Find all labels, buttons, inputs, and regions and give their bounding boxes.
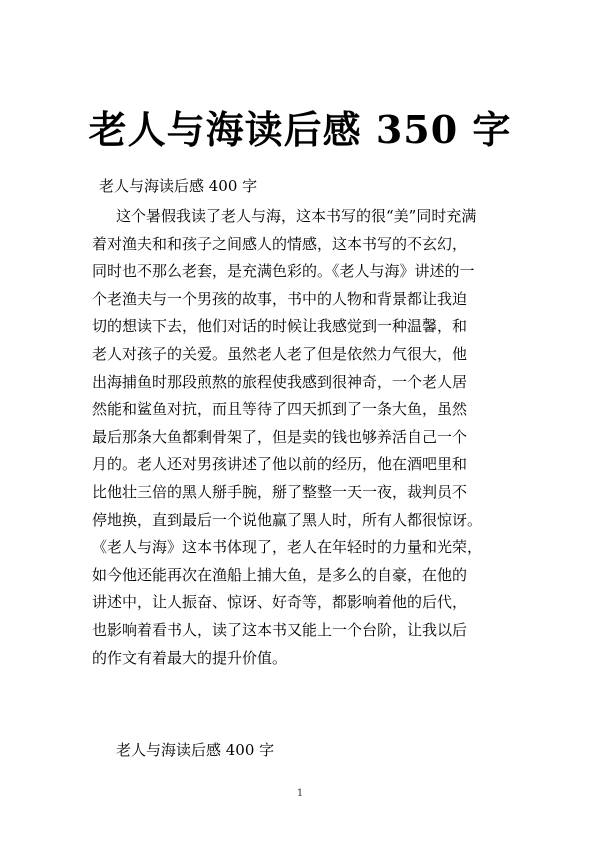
paragraph-line: 出海捕鱼时那段煎熬的旅程使我感到很神奇，一个老人居 — [92, 372, 468, 391]
page-title: 老人与海读后感 350 字 — [88, 107, 512, 152]
paragraph-line: 这个暑假我读了老人与海，这本书写的很“美”同时充满 — [116, 207, 477, 225]
paragraph-line: 讲述中，让人振奋、惊讶、好奇等，都影响着他的后代， — [92, 593, 468, 612]
paragraph-line: 然能和鲨鱼对抗，而且等待了四天抓到了一条大鱼，虽然 — [92, 400, 468, 419]
body-paragraph — [92, 203, 512, 672]
paragraph-line: 如今他还能再次在渔船上捕大鱼，是多么的自豪，在他的 — [92, 565, 468, 584]
paragraph-line: 的作文有着最大的提升价值。 — [92, 648, 288, 667]
paragraph-line: 月的。老人还对男孩讲述了他以前的经历，他在酒吧里和 — [92, 455, 468, 474]
paragraph-line: 切的想读下去，他们对话的时候让我感觉到一种温馨，和 — [92, 317, 468, 336]
page-number: 1 — [296, 788, 304, 799]
paragraph-line: 也影响着看书人，读了这本书又能上一个台阶，让我以后 — [92, 620, 468, 639]
paragraph-line: 停地换，直到最后一个说他赢了黑人时，所有人都很惊讶。 — [92, 510, 483, 529]
paragraph-line: 老人对孩子的关爱。虽然老人老了但是依然力气很大，他 — [92, 344, 468, 363]
paragraph-line: 个老渔夫与一个男孩的故事，书中的人物和背景都让我迫 — [92, 289, 468, 308]
paragraph-line: 最后那条大鱼都剩骨架了，但是卖的钱也够养活自己一个 — [92, 427, 468, 446]
paragraph-line: 《老人与海》这本书体现了，老人在年轻时的力量和光荣， — [92, 538, 483, 557]
section-heading: 老人与海读后感 400 字 — [99, 177, 258, 195]
paragraph-line: 着对渔夫和和孩子之间感人的情感，这本书写的不玄幻， — [92, 234, 468, 253]
paragraph-line: 同时也不那么老套，是充满色彩的。《老人与海》讲述的一 — [92, 262, 475, 281]
paragraph-line: 比他壮三倍的黑人掰手腕，掰了整整一天一夜，裁判员不 — [92, 482, 468, 501]
section-heading-2: 老人与海读后感 400 字 — [116, 741, 275, 759]
